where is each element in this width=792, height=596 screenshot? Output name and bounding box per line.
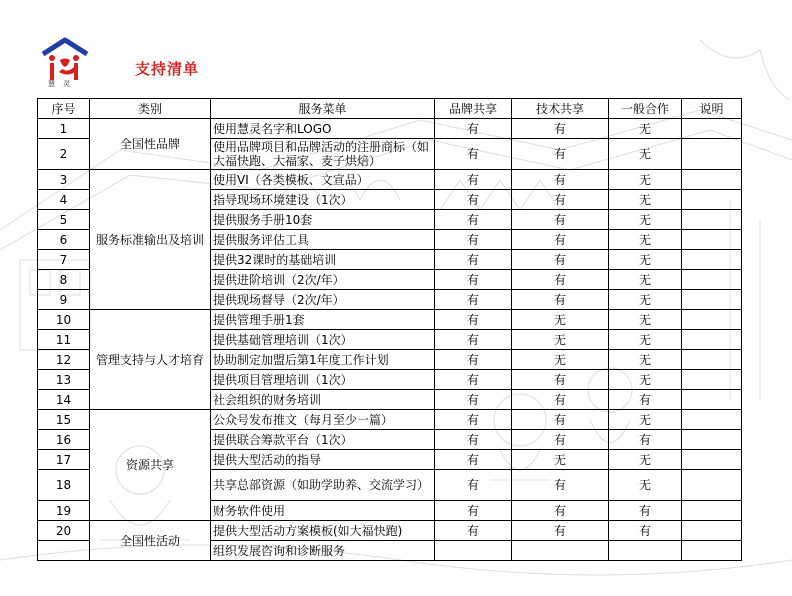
row-no: 8 bbox=[38, 270, 90, 290]
row-menu: 提供联合筹款平台（1次） bbox=[211, 430, 435, 450]
row-tech: 有 bbox=[512, 270, 609, 290]
column-header-note: 说明 bbox=[682, 99, 742, 119]
row-general: 无 bbox=[609, 250, 682, 270]
row-note bbox=[682, 521, 742, 541]
row-no: 2 bbox=[38, 139, 90, 170]
row-menu: 提供大型活动方案模板(如大福快跑) bbox=[211, 521, 435, 541]
column-header-brand-share: 品牌共享 bbox=[435, 99, 512, 119]
row-general bbox=[609, 541, 682, 561]
row-no: 6 bbox=[38, 230, 90, 250]
row-general: 有 bbox=[609, 390, 682, 410]
row-brand: 有 bbox=[435, 119, 512, 139]
column-header-menu: 服务菜单 bbox=[211, 99, 435, 119]
row-brand: 有 bbox=[435, 170, 512, 190]
row-menu: 提供现场督导（2次/年） bbox=[211, 290, 435, 310]
row-note bbox=[682, 119, 742, 139]
row-tech: 有 bbox=[512, 390, 609, 410]
row-menu: 提供基础管理培训（1次） bbox=[211, 330, 435, 350]
row-note bbox=[682, 139, 742, 170]
row-general: 无 bbox=[609, 450, 682, 470]
row-tech: 有 bbox=[512, 139, 609, 170]
row-brand: 有 bbox=[435, 470, 512, 501]
row-note bbox=[682, 310, 742, 330]
row-note bbox=[682, 390, 742, 410]
row-general: 有 bbox=[609, 501, 682, 521]
row-brand: 有 bbox=[435, 310, 512, 330]
row-general: 无 bbox=[609, 139, 682, 170]
row-brand: 有 bbox=[435, 370, 512, 390]
row-menu: 提供进阶培训（2次/年） bbox=[211, 270, 435, 290]
row-note bbox=[682, 290, 742, 310]
category-standard: 服务标准输出及培训 bbox=[90, 170, 211, 310]
row-tech: 有 bbox=[512, 410, 609, 430]
row-no: 18 bbox=[38, 470, 90, 501]
row-no: 7 bbox=[38, 250, 90, 270]
row-note bbox=[682, 270, 742, 290]
row-brand: 有 bbox=[435, 270, 512, 290]
row-no: 4 bbox=[38, 190, 90, 210]
row-menu: 提供管理手册1套 bbox=[211, 310, 435, 330]
category-brand: 全国性品牌 bbox=[90, 119, 211, 170]
row-tech: 无 bbox=[512, 350, 609, 370]
row-general: 无 bbox=[609, 230, 682, 250]
row-note bbox=[682, 350, 742, 370]
row-no: 16 bbox=[38, 430, 90, 450]
row-tech: 有 bbox=[512, 370, 609, 390]
row-menu: 财务软件使用 bbox=[211, 501, 435, 521]
row-brand: 有 bbox=[435, 430, 512, 450]
column-header-category: 类别 bbox=[90, 99, 211, 119]
row-menu: 共享总部资源（如助学助养、交流学习） bbox=[211, 470, 435, 501]
table-row bbox=[38, 170, 742, 190]
table-row bbox=[38, 521, 742, 541]
row-brand: 有 bbox=[435, 190, 512, 210]
page-title: 支持清单 bbox=[135, 60, 200, 78]
row-no: 20 bbox=[38, 521, 90, 541]
row-general: 无 bbox=[609, 410, 682, 430]
row-no: 13 bbox=[38, 370, 90, 390]
row-no: 19 bbox=[38, 501, 90, 521]
row-note bbox=[682, 410, 742, 430]
row-tech: 有 bbox=[512, 190, 609, 210]
row-brand: 有 bbox=[435, 390, 512, 410]
row-menu: 使用慧灵名字和LOGO bbox=[211, 119, 435, 139]
row-tech bbox=[512, 541, 609, 561]
row-tech: 有 bbox=[512, 250, 609, 270]
row-general: 无 bbox=[609, 350, 682, 370]
row-tech: 有 bbox=[512, 210, 609, 230]
row-menu: 提供服务评估工具 bbox=[211, 230, 435, 250]
row-note bbox=[682, 450, 742, 470]
row-menu: 提供32课时的基础培训 bbox=[211, 250, 435, 270]
column-header-general: 一般合作 bbox=[609, 99, 682, 119]
row-brand: 有 bbox=[435, 139, 512, 170]
column-header-no: 序号 bbox=[38, 99, 90, 119]
row-menu: 使用VI（各类模板、文宣品） bbox=[211, 170, 435, 190]
row-no: 9 bbox=[38, 290, 90, 310]
support-list-table bbox=[37, 98, 742, 561]
table-row bbox=[38, 310, 742, 330]
row-menu: 提供项目管理培训（1次） bbox=[211, 370, 435, 390]
row-no: 15 bbox=[38, 410, 90, 430]
row-no: 3 bbox=[38, 170, 90, 190]
row-general: 无 bbox=[609, 470, 682, 501]
row-no: 14 bbox=[38, 390, 90, 410]
row-general: 无 bbox=[609, 330, 682, 350]
row-general: 无 bbox=[609, 370, 682, 390]
row-note bbox=[682, 541, 742, 561]
row-brand: 有 bbox=[435, 501, 512, 521]
row-general: 无 bbox=[609, 170, 682, 190]
row-no: 5 bbox=[38, 210, 90, 230]
row-general: 无 bbox=[609, 119, 682, 139]
row-brand: 有 bbox=[435, 210, 512, 230]
row-menu: 社会组织的财务培训 bbox=[211, 390, 435, 410]
row-general: 无 bbox=[609, 270, 682, 290]
row-menu: 公众号发布推文（每月至少一篇） bbox=[211, 410, 435, 430]
row-brand: 有 bbox=[435, 521, 512, 541]
category-management: 管理支持与人才培育 bbox=[90, 310, 211, 410]
logo-caption: 慧灵 bbox=[48, 80, 78, 88]
category-activity: 全国性活动 bbox=[90, 521, 211, 561]
row-general: 无 bbox=[609, 310, 682, 330]
row-tech: 有 bbox=[512, 170, 609, 190]
table-row bbox=[38, 119, 742, 139]
row-note bbox=[682, 501, 742, 521]
row-general: 有 bbox=[609, 521, 682, 541]
row-tech: 有 bbox=[512, 290, 609, 310]
row-brand: 有 bbox=[435, 350, 512, 370]
row-tech: 无 bbox=[512, 330, 609, 350]
row-note bbox=[682, 190, 742, 210]
column-header-tech-share: 技术共享 bbox=[512, 99, 609, 119]
row-general: 无 bbox=[609, 190, 682, 210]
row-brand bbox=[435, 541, 512, 561]
row-note bbox=[682, 330, 742, 350]
row-tech: 有 bbox=[512, 430, 609, 450]
row-menu: 提供服务手册10套 bbox=[211, 210, 435, 230]
row-no: 1 bbox=[38, 119, 90, 139]
row-brand: 有 bbox=[435, 450, 512, 470]
row-no bbox=[38, 541, 90, 561]
row-brand: 有 bbox=[435, 250, 512, 270]
row-brand: 有 bbox=[435, 290, 512, 310]
row-brand: 有 bbox=[435, 410, 512, 430]
row-note bbox=[682, 210, 742, 230]
row-no: 12 bbox=[38, 350, 90, 370]
row-note bbox=[682, 170, 742, 190]
row-tech: 有 bbox=[512, 521, 609, 541]
row-menu: 提供大型活动的指导 bbox=[211, 450, 435, 470]
row-tech: 无 bbox=[512, 310, 609, 330]
row-note bbox=[682, 230, 742, 250]
table-header-row bbox=[38, 99, 742, 119]
row-note bbox=[682, 370, 742, 390]
row-note bbox=[682, 470, 742, 501]
row-menu: 指导现场环境建设（1次） bbox=[211, 190, 435, 210]
row-no: 11 bbox=[38, 330, 90, 350]
row-brand: 有 bbox=[435, 230, 512, 250]
row-no: 17 bbox=[38, 450, 90, 470]
row-general: 无 bbox=[609, 290, 682, 310]
table-row bbox=[38, 410, 742, 430]
row-tech: 有 bbox=[512, 230, 609, 250]
row-no: 10 bbox=[38, 310, 90, 330]
row-brand: 有 bbox=[435, 330, 512, 350]
row-general: 有 bbox=[609, 430, 682, 450]
row-menu: 使用品牌项目和品牌活动的注册商标（如大福快跑、大福家、麦子烘焙） bbox=[211, 139, 435, 170]
category-resources: 资源共享 bbox=[90, 410, 211, 521]
row-general: 无 bbox=[609, 210, 682, 230]
row-note bbox=[682, 250, 742, 270]
row-tech: 有 bbox=[512, 501, 609, 521]
row-tech: 无 bbox=[512, 450, 609, 470]
row-tech: 有 bbox=[512, 119, 609, 139]
row-menu: 协助制定加盟后第1年度工作计划 bbox=[211, 350, 435, 370]
row-note bbox=[682, 430, 742, 450]
row-tech: 有 bbox=[512, 470, 609, 501]
row-menu: 组织发展咨询和诊断服务 bbox=[211, 541, 435, 561]
